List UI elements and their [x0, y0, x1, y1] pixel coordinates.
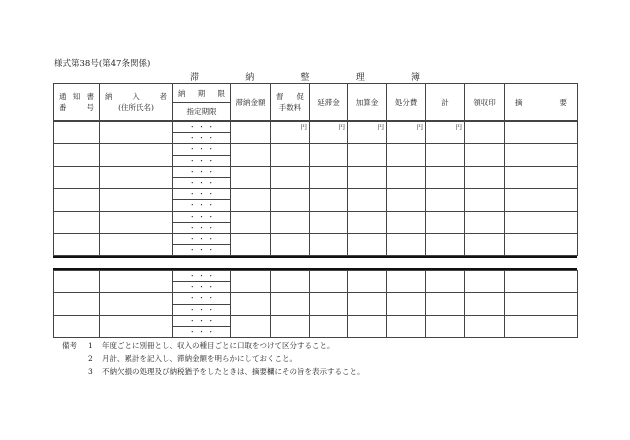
entry-cell[interactable]	[271, 271, 310, 293]
date-cell[interactable]: ・ ・ ・	[173, 122, 231, 133]
table-row	[54, 144, 578, 155]
date-cell[interactable]: ・ ・ ・	[173, 293, 231, 304]
table-row	[54, 293, 578, 304]
entry-cell[interactable]	[387, 211, 426, 233]
title-char: 理	[355, 73, 365, 83]
lower-entry-block	[53, 270, 577, 338]
header-receipt-seal: 領収印	[465, 84, 505, 121]
entry-cell[interactable]	[310, 315, 348, 337]
entry-cell[interactable]	[100, 293, 173, 315]
date-cell[interactable]: ・ ・ ・	[173, 211, 231, 222]
header-due-date: 納 期 限 指定期限	[173, 84, 231, 121]
entry-cell[interactable]	[426, 293, 465, 315]
entry-cell[interactable]	[348, 166, 387, 188]
entry-cell[interactable]	[387, 189, 426, 211]
entry-cell[interactable]	[231, 271, 271, 293]
entry-cell[interactable]	[271, 293, 310, 315]
entry-cell[interactable]	[310, 144, 348, 166]
table-row	[54, 122, 578, 133]
date-cell[interactable]: ・ ・ ・	[173, 155, 231, 166]
note-item: 備考 1 年度ごとに別冊とし、収入の種目ごとに口取をつけて区分すること。	[62, 341, 335, 350]
header-late-fee: 延滞金	[310, 84, 348, 121]
date-cell[interactable]: ・ ・ ・	[173, 166, 231, 177]
entry-cell[interactable]	[426, 166, 465, 188]
entry-cell[interactable]	[387, 144, 426, 166]
entry-cell[interactable]: 円	[426, 122, 465, 144]
entry-cell[interactable]	[271, 189, 310, 211]
table-row	[54, 211, 578, 222]
entry-cell[interactable]	[426, 189, 465, 211]
title-char: 納	[245, 73, 255, 83]
entry-cell[interactable]	[505, 189, 578, 211]
header-arrears-amount: 滞納金額	[231, 84, 271, 121]
date-cell[interactable]: ・ ・ ・	[173, 222, 231, 233]
entry-cell[interactable]	[100, 315, 173, 337]
entry-cell[interactable]	[348, 293, 387, 315]
entry-cell[interactable]	[231, 189, 271, 211]
title-char: 簿	[410, 73, 420, 83]
entry-cell[interactable]	[465, 293, 505, 315]
table-row	[54, 233, 578, 244]
entry-cell[interactable]	[100, 122, 173, 144]
title-char: 整	[300, 73, 310, 83]
arrears-ledger-table	[53, 83, 577, 256]
header-remarks: 摘 要	[505, 84, 578, 121]
header-dunning-fee: 督 促 手数料	[271, 84, 310, 121]
entry-cell[interactable]: 円	[310, 122, 348, 144]
entry-cell[interactable]	[271, 166, 310, 188]
entry-cell[interactable]	[54, 271, 100, 293]
entry-cell[interactable]	[465, 211, 505, 233]
entry-cell[interactable]	[100, 233, 173, 255]
entry-cell[interactable]	[426, 144, 465, 166]
entry-cell[interactable]	[426, 233, 465, 255]
table-row	[54, 315, 578, 326]
entry-cell[interactable]	[426, 271, 465, 293]
entry-cell[interactable]	[310, 166, 348, 188]
header-total: 計	[426, 84, 465, 121]
header-disposal-cost: 処分費	[387, 84, 426, 121]
entry-cell[interactable]	[505, 122, 578, 144]
entry-cell[interactable]	[348, 144, 387, 166]
entry-cell[interactable]	[54, 189, 100, 211]
entry-cell[interactable]: 円	[348, 122, 387, 144]
entry-cell[interactable]	[100, 211, 173, 233]
entry-cell[interactable]	[100, 271, 173, 293]
date-cell[interactable]: ・ ・ ・	[173, 189, 231, 200]
date-cell[interactable]: ・ ・ ・	[173, 315, 231, 326]
date-cell[interactable]: ・ ・ ・	[173, 282, 231, 293]
title-char: 滞	[190, 73, 200, 83]
entry-cell[interactable]	[348, 271, 387, 293]
entry-cell[interactable]	[505, 211, 578, 233]
date-cell[interactable]: ・ ・ ・	[173, 326, 231, 337]
entry-cell[interactable]	[100, 166, 173, 188]
entry-cell[interactable]	[505, 293, 578, 315]
entry-cell[interactable]	[465, 166, 505, 188]
entry-cell[interactable]	[310, 293, 348, 315]
header-surcharge: 加算金	[348, 84, 387, 121]
entry-cell[interactable]	[271, 211, 310, 233]
header-notice-number: 通 知 書 番 号	[54, 84, 100, 121]
entry-cell[interactable]	[387, 293, 426, 315]
entry-cell[interactable]	[54, 233, 100, 255]
entry-cell[interactable]	[348, 233, 387, 255]
entry-cell[interactable]	[310, 189, 348, 211]
date-cell[interactable]: ・ ・ ・	[173, 245, 231, 256]
entry-cell[interactable]	[54, 293, 100, 315]
entry-cell[interactable]	[231, 211, 271, 233]
entry-cell[interactable]	[54, 315, 100, 337]
table-row	[54, 166, 578, 177]
entry-cell[interactable]	[310, 271, 348, 293]
entry-cell[interactable]	[100, 144, 173, 166]
entry-cell[interactable]	[426, 315, 465, 337]
date-cell[interactable]: ・ ・ ・	[173, 271, 231, 282]
note-item: 3 不納欠損の処理及び納税猶予をしたときは、摘要欄にその旨を表示すること。	[88, 367, 365, 376]
entry-cell[interactable]	[465, 315, 505, 337]
entry-cell[interactable]	[387, 233, 426, 255]
entry-cell[interactable]	[505, 315, 578, 337]
entry-cell[interactable]	[387, 166, 426, 188]
entry-cell[interactable]	[465, 233, 505, 255]
entry-cell[interactable]	[465, 144, 505, 166]
entry-cell[interactable]	[387, 315, 426, 337]
date-cell[interactable]: ・ ・ ・	[173, 144, 231, 155]
entry-cell[interactable]	[271, 233, 310, 255]
entry-cell[interactable]	[100, 189, 173, 211]
ledger-title	[190, 70, 420, 83]
entry-cell[interactable]	[348, 211, 387, 233]
date-cell[interactable]: ・ ・ ・	[173, 133, 231, 144]
date-cell[interactable]: ・ ・ ・	[173, 304, 231, 315]
entry-cell[interactable]	[231, 293, 271, 315]
entry-cell[interactable]	[231, 233, 271, 255]
note-item: 2 月計、累計を記入し、滞納金額を明らかにしておくこと。	[88, 354, 297, 363]
section-divider-top	[53, 256, 577, 258]
entry-cell[interactable]	[465, 271, 505, 293]
entry-cell[interactable]	[465, 189, 505, 211]
entry-cell[interactable]	[231, 122, 271, 144]
entry-cell[interactable]	[231, 166, 271, 188]
entry-cell[interactable]: 円	[271, 122, 310, 144]
date-cell[interactable]: ・ ・ ・	[173, 233, 231, 244]
entry-cell[interactable]	[231, 144, 271, 166]
entry-cell[interactable]	[54, 144, 100, 166]
entry-cell[interactable]	[271, 315, 310, 337]
entry-cell[interactable]	[505, 166, 578, 188]
entry-cell[interactable]	[310, 211, 348, 233]
entry-cell[interactable]	[505, 271, 578, 293]
entry-cell[interactable]	[54, 166, 100, 188]
entry-cell[interactable]	[348, 189, 387, 211]
header-payer: 納 入 者 (住所氏名)	[100, 84, 173, 121]
entry-cell[interactable]	[231, 315, 271, 337]
entry-cell[interactable]	[426, 211, 465, 233]
date-cell[interactable]: ・ ・ ・	[173, 200, 231, 211]
entry-cell[interactable]: 円	[387, 122, 426, 144]
entry-cell[interactable]	[54, 211, 100, 233]
entry-cell[interactable]	[54, 122, 100, 144]
entry-cell[interactable]	[348, 315, 387, 337]
upper-entry-block	[53, 121, 578, 256]
notes-section	[62, 339, 365, 378]
form-number-label: 様式第38号(第47条関係)	[54, 59, 151, 69]
date-cell[interactable]: ・ ・ ・	[173, 177, 231, 188]
table-row	[54, 271, 578, 282]
header-row	[54, 84, 578, 121]
entry-cell[interactable]	[505, 233, 578, 255]
entry-cell[interactable]	[310, 233, 348, 255]
entry-cell[interactable]	[387, 271, 426, 293]
entry-cell[interactable]	[271, 144, 310, 166]
entry-cell[interactable]	[465, 122, 505, 144]
entry-cell[interactable]	[505, 144, 578, 166]
table-row	[54, 189, 578, 200]
